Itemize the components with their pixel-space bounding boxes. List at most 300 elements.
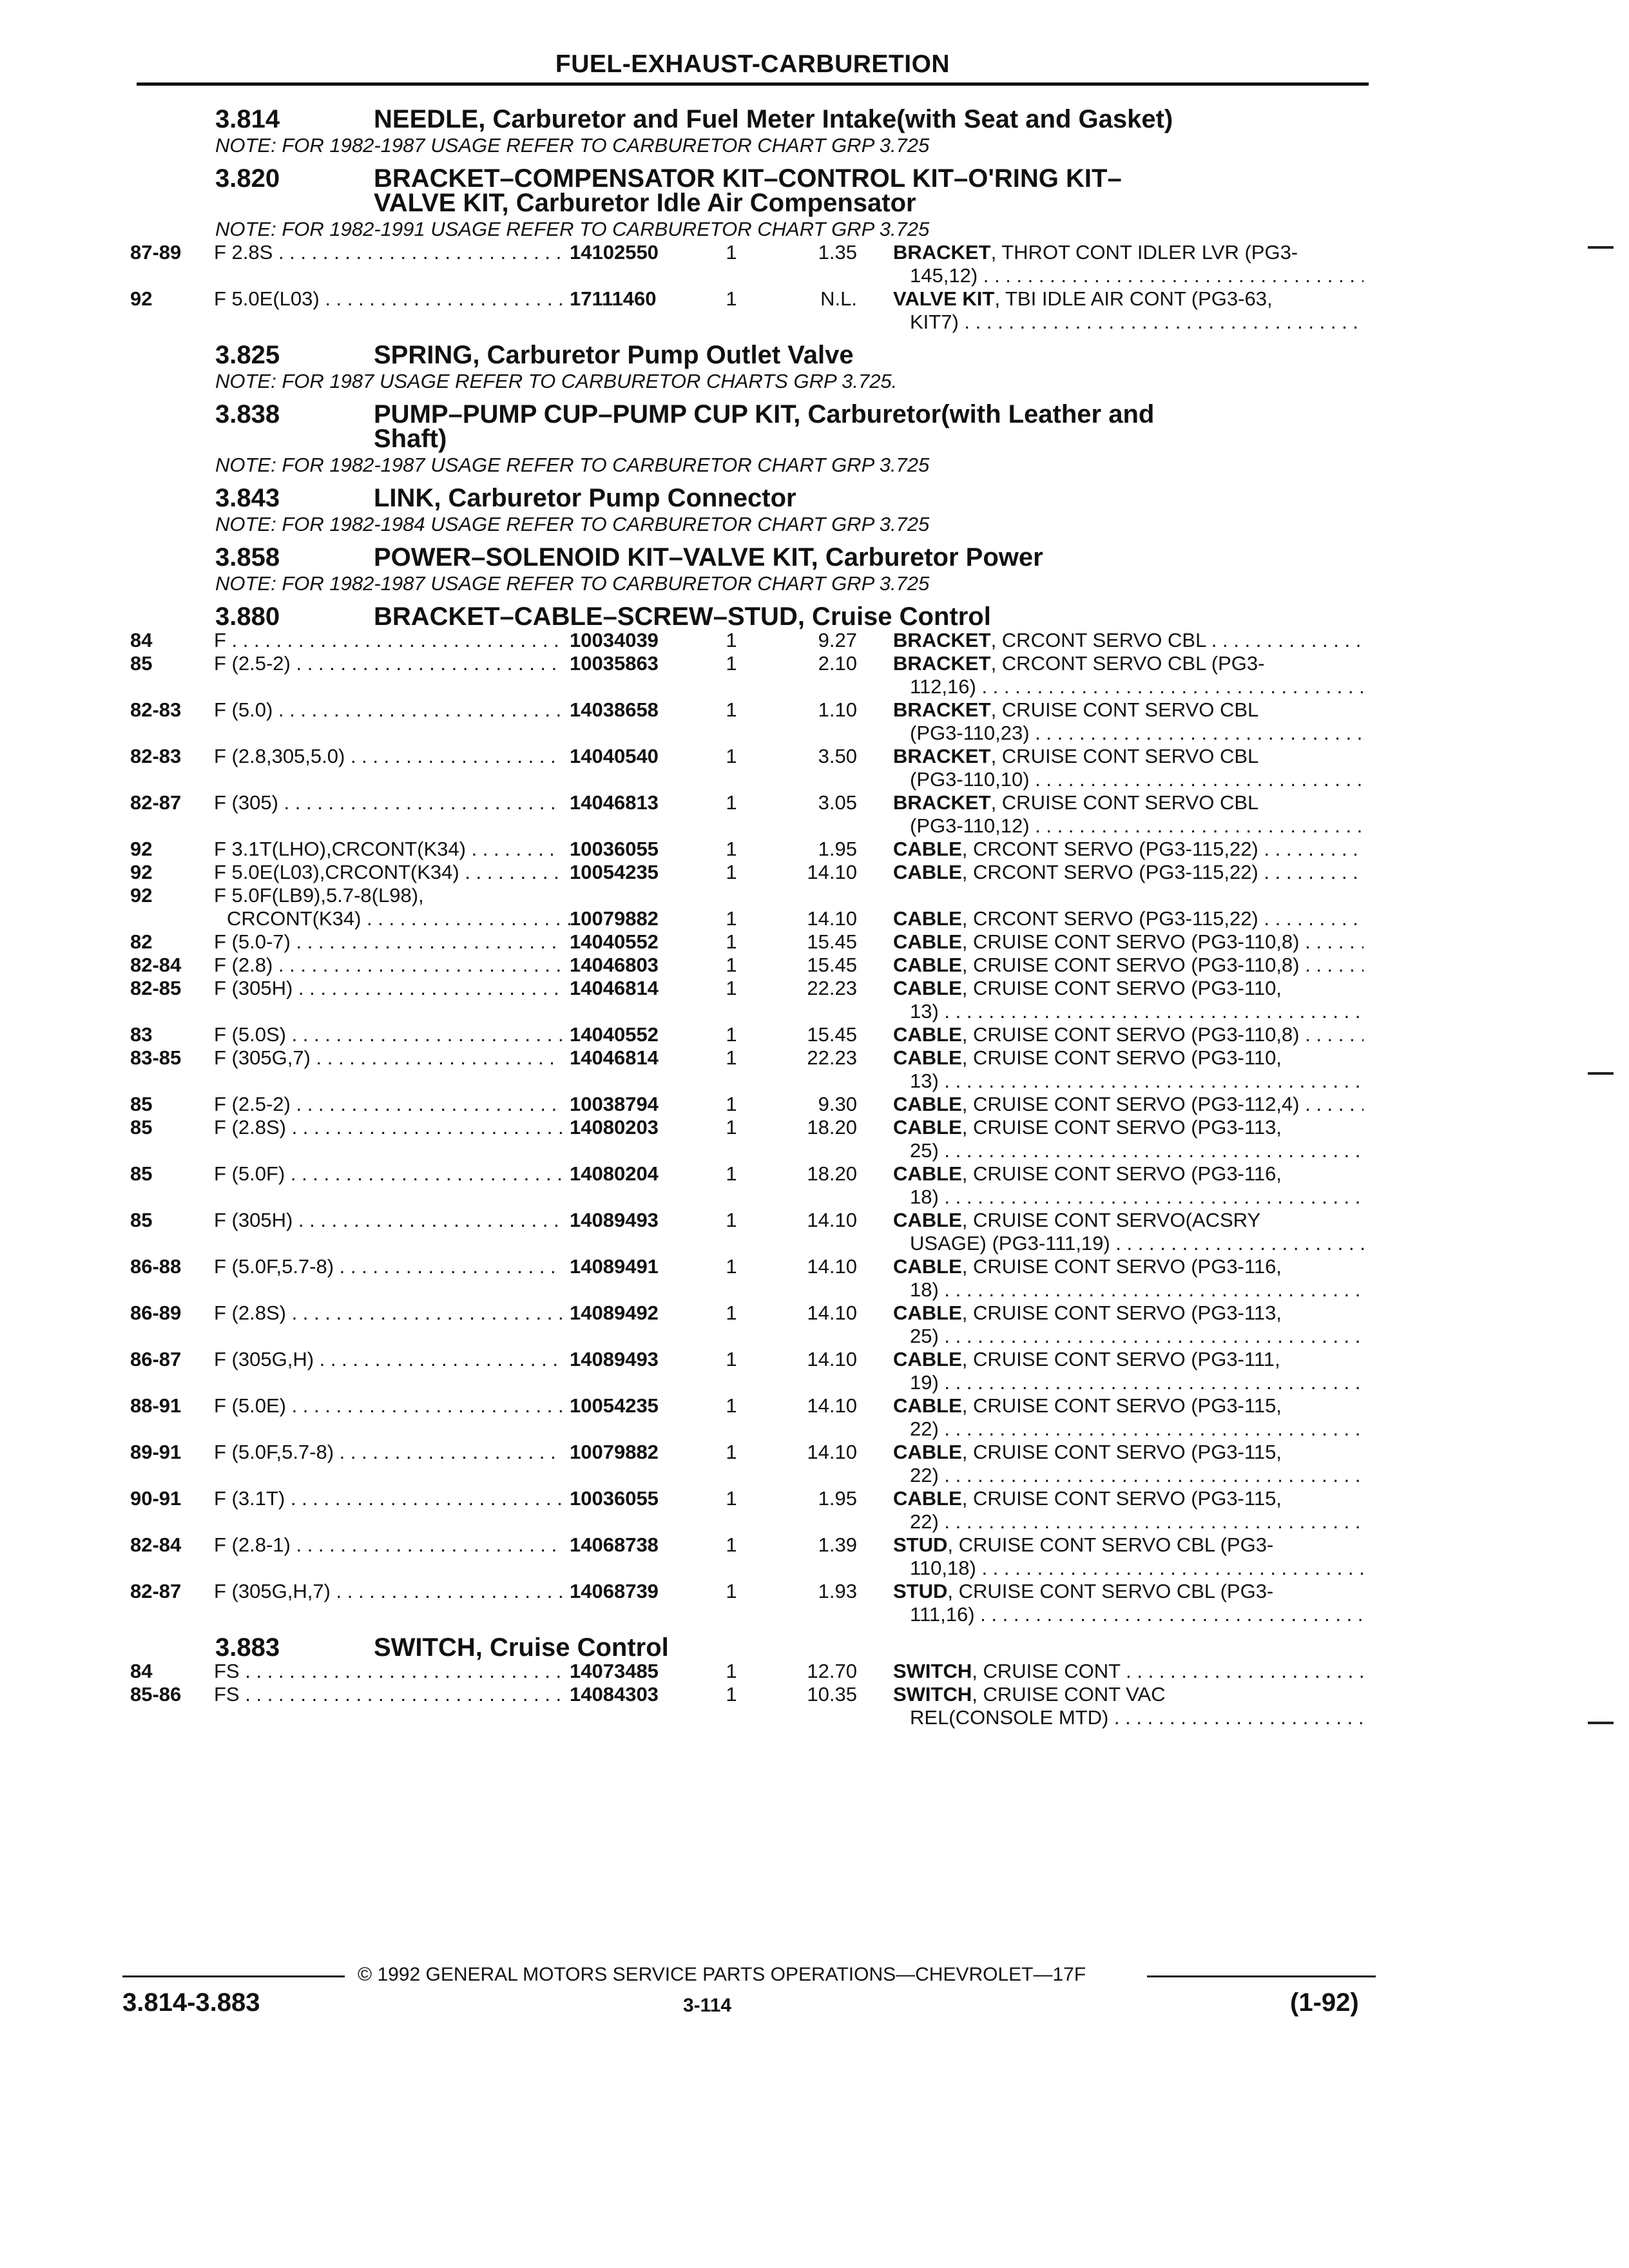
application: F (2.5-2) . . .	[214, 652, 562, 675]
description-line	[893, 745, 1364, 768]
description-line	[893, 1023, 1364, 1046]
quantity: 1	[726, 1441, 737, 1463]
part-number: 14102550	[570, 241, 659, 264]
description-line	[893, 954, 1364, 977]
section-number: 3.843	[215, 484, 280, 512]
part-row	[122, 1660, 1379, 1683]
quantity: 1	[726, 1394, 737, 1417]
model-years: 85	[130, 1093, 153, 1115]
part-row	[122, 861, 1379, 884]
description-type: CABLE	[893, 1046, 962, 1069]
application: F (2.8) . . .	[214, 954, 562, 977]
model-years: 82-83	[130, 745, 182, 767]
description-line	[893, 264, 1364, 287]
price: 14.10	[807, 1348, 857, 1370]
description-type: CABLE	[893, 1348, 962, 1370]
part-description	[893, 1487, 1364, 1533]
section-heading	[122, 486, 1379, 510]
application: F (5.0F) . . .	[214, 1162, 562, 1186]
part-description	[893, 745, 1364, 791]
description-line	[893, 907, 1364, 930]
model-years: 86-89	[130, 1302, 182, 1324]
section-note: NOTE: FOR 1982-1984 USAGE REFER TO CARBURETOR CHART GRP 3.725	[215, 513, 930, 535]
part-description	[893, 1533, 1364, 1580]
description-line	[893, 1302, 1364, 1325]
description-type: CABLE	[893, 1487, 962, 1510]
description-type: CABLE	[893, 907, 962, 930]
part-number: 14040552	[570, 930, 659, 953]
model-years: 82	[130, 930, 153, 953]
application: F (3.1T) . . .	[214, 1487, 562, 1510]
application: F (305G,H,7) . . .	[214, 1580, 562, 1603]
application: F (305G,H) . . .	[214, 1348, 562, 1371]
footer-section-range: 3.814-3.883	[122, 1988, 260, 2017]
description-line	[893, 241, 1364, 264]
description-type: CABLE	[893, 977, 962, 999]
quantity: 1	[726, 1660, 737, 1682]
model-years: 89-91	[130, 1441, 182, 1463]
price: 15.45	[807, 930, 857, 953]
description-text: , CRUISE CONT	[972, 1660, 1121, 1682]
section-note: NOTE: FOR 1982-1987 USAGE REFER TO CARBURETOR CHART GRP 3.725	[215, 454, 930, 476]
description-line	[893, 311, 1364, 334]
description-text: , CRUISE CONT SERVO (PG3-116,	[961, 1255, 1282, 1278]
price: 1.95	[818, 1487, 857, 1510]
price: 14.10	[807, 1394, 857, 1417]
section-heading	[122, 604, 1379, 629]
description-type: CABLE	[893, 1394, 962, 1417]
part-description	[893, 1209, 1364, 1255]
application: F (5.0S) . . .	[214, 1023, 562, 1046]
part-description	[893, 1348, 1364, 1394]
part-number: 14089493	[570, 1348, 659, 1370]
description-text: 110,18)	[910, 1557, 976, 1579]
model-years: 85	[130, 1116, 153, 1139]
description-line	[893, 1371, 1364, 1394]
description-line	[893, 1533, 1364, 1557]
part-row	[122, 1683, 1379, 1729]
part-description	[893, 1394, 1364, 1441]
description-text: , CRUISE CONT SERVO CBL (PG3-	[947, 1580, 1274, 1602]
application: F 5.0E(L03),CRCONT(K34) . . .	[214, 861, 562, 884]
part-row	[122, 1533, 1379, 1580]
price: 18.20	[807, 1162, 857, 1185]
application: F (305H) . . .	[214, 1209, 562, 1232]
model-years: 82-83	[130, 698, 182, 721]
margin-mark	[1588, 246, 1614, 249]
description-line	[893, 1232, 1364, 1255]
part-row	[122, 652, 1379, 698]
description-type: CABLE	[893, 1302, 962, 1324]
quantity: 1	[726, 954, 737, 976]
description-text: , CRCONT SERVO (PG3-115,22)	[961, 838, 1258, 860]
part-row	[122, 1162, 1379, 1209]
section-number: 3.820	[215, 164, 280, 193]
description-text: , CRUISE CONT SERVO CBL	[990, 745, 1259, 767]
part-description	[893, 629, 1364, 652]
section-title-line: SPRING, Carburetor Pump Outlet Valve	[374, 341, 854, 369]
model-years: 82-87	[130, 1580, 182, 1602]
description-text: , CRUISE CONT SERVO (PG3-110,8)	[961, 1023, 1300, 1046]
description-text: 13)	[910, 1000, 939, 1023]
price: 14.10	[807, 1302, 857, 1324]
page-header	[137, 48, 1369, 86]
application: F (5.0F,5.7-8) . . .	[214, 1441, 562, 1464]
description-text: (PG3-110,23)	[910, 722, 1030, 744]
parts-catalog-body	[122, 98, 1379, 1729]
part-number: 14089491	[570, 1255, 659, 1278]
description-line	[893, 722, 1364, 745]
description-line	[893, 1116, 1364, 1139]
price: 18.20	[807, 1116, 857, 1139]
part-number: 10036055	[570, 1487, 659, 1510]
description-line	[893, 977, 1364, 1000]
footer-page-number: 3-114	[683, 1995, 732, 2016]
model-years: 92	[130, 884, 153, 907]
quantity: 1	[726, 241, 737, 264]
description-line	[893, 768, 1364, 791]
application: F (2.8,305,5.0) . . .	[214, 745, 562, 768]
part-number: 10036055	[570, 838, 659, 860]
description-text: , CRCONT SERVO CBL	[990, 629, 1206, 651]
description-text: , CRUISE CONT SERVO(ACSRY	[961, 1209, 1261, 1231]
description-text: 25)	[910, 1325, 939, 1347]
quantity: 1	[726, 1487, 737, 1510]
description-line	[893, 698, 1364, 722]
part-row	[122, 838, 1379, 861]
quantity: 1	[726, 698, 737, 721]
section-title-line: VALVE KIT, Carburetor Idle Air Compensator	[374, 189, 916, 217]
application: F (2.8S) . . .	[214, 1302, 562, 1325]
description-line	[893, 1255, 1364, 1278]
section-number: 3.883	[215, 1633, 280, 1662]
model-years: 86-87	[130, 1348, 182, 1370]
section-note: NOTE: FOR 1982-1987 USAGE REFER TO CARBURETOR CHART GRP 3.725	[215, 572, 930, 595]
description-type: SWITCH	[893, 1660, 972, 1682]
model-years: 86-88	[130, 1255, 182, 1278]
price: 3.50	[818, 745, 857, 767]
description-text: 18)	[910, 1278, 939, 1301]
section-heading	[122, 166, 1379, 215]
quantity: 1	[726, 977, 737, 999]
description-type: STUD	[893, 1533, 948, 1556]
quantity: 1	[726, 1209, 737, 1231]
quantity: 1	[726, 907, 737, 930]
part-number: 10054235	[570, 861, 659, 883]
model-years: 87-89	[130, 241, 182, 264]
application: F (5.0) . . .	[214, 698, 562, 722]
application: F (5.0E) . . .	[214, 1394, 562, 1418]
quantity: 1	[726, 861, 737, 883]
model-years: 82-87	[130, 791, 182, 814]
part-number: 10035863	[570, 652, 659, 675]
part-row	[122, 930, 1379, 954]
description-line	[893, 1660, 1364, 1683]
part-description	[893, 838, 1364, 861]
description-text: , CRCONT SERVO (PG3-115,22)	[961, 861, 1258, 883]
part-row	[122, 1441, 1379, 1487]
part-row	[122, 1209, 1379, 1255]
part-number: 14068739	[570, 1580, 659, 1602]
description-type: BRACKET	[893, 791, 991, 814]
price: 3.05	[818, 791, 857, 814]
description-line	[893, 1557, 1364, 1580]
description-type: SWITCH	[893, 1683, 972, 1706]
part-row	[122, 1487, 1379, 1533]
model-years: 83-85	[130, 1046, 182, 1069]
part-row	[122, 954, 1379, 977]
quantity: 1	[726, 1093, 737, 1115]
section-number: 3.838	[215, 400, 280, 428]
price: 14.10	[807, 1209, 857, 1231]
model-years: 85-86	[130, 1683, 182, 1706]
part-number: 10079882	[570, 907, 659, 930]
description-text: , CRUISE CONT SERVO CBL	[990, 791, 1259, 814]
description-line	[893, 1683, 1364, 1706]
part-row	[122, 241, 1379, 287]
description-line	[893, 1580, 1364, 1603]
part-number: 14046814	[570, 1046, 659, 1069]
section-title-line: BRACKET–COMPENSATOR KIT–CONTROL KIT–O'RING KIT–	[374, 164, 1122, 193]
price: 15.45	[807, 1023, 857, 1046]
description-text: , CRUISE CONT SERVO (PG3-113,	[961, 1302, 1282, 1324]
part-description	[893, 977, 1364, 1023]
price: 14.10	[807, 907, 857, 930]
description-line	[893, 1487, 1364, 1510]
part-row	[122, 791, 1379, 838]
part-number: 14046814	[570, 977, 659, 999]
application: FS . . .	[214, 1683, 562, 1706]
quantity: 1	[726, 287, 737, 310]
part-row	[122, 884, 1379, 930]
price: 1.35	[818, 241, 857, 264]
description-line	[893, 287, 1364, 311]
part-number: 14040540	[570, 745, 659, 767]
section-heading	[122, 545, 1379, 570]
model-years: 83	[130, 1023, 153, 1046]
description-type: CABLE	[893, 861, 962, 883]
part-number: 14040552	[570, 1023, 659, 1046]
description-text: , CRUISE CONT SERVO (PG3-113,	[961, 1116, 1282, 1139]
part-description	[893, 1116, 1364, 1162]
part-row	[122, 1394, 1379, 1441]
quantity: 1	[726, 1255, 737, 1278]
application: F (2.5-2) . . .	[214, 1093, 562, 1116]
section-title-line: PUMP–PUMP CUP–PUMP CUP KIT, Carburetor(with Leather and	[374, 400, 1155, 428]
description-type: BRACKET	[893, 241, 991, 264]
part-number: 10054235	[570, 1394, 659, 1417]
description-line	[893, 1278, 1364, 1302]
description-type: STUD	[893, 1580, 948, 1602]
part-number: 14038658	[570, 698, 659, 721]
part-description	[893, 1046, 1364, 1093]
description-line	[893, 1000, 1364, 1023]
quantity: 1	[726, 838, 737, 860]
part-row	[122, 1255, 1379, 1302]
description-text: , CRUISE CONT SERVO (PG3-110,	[961, 977, 1282, 999]
part-row	[122, 1046, 1379, 1093]
price: 9.30	[818, 1093, 857, 1115]
section-note: NOTE: FOR 1987 USAGE REFER TO CARBURETOR CHARTS GRP 3.725.	[215, 370, 898, 392]
description-text: , THROT CONT IDLER LVR (PG3-	[990, 241, 1298, 264]
description-type: CABLE	[893, 1209, 962, 1231]
price: 12.70	[807, 1660, 857, 1682]
description-line	[893, 1394, 1364, 1418]
section-heading	[122, 343, 1379, 367]
part-row	[122, 1093, 1379, 1116]
application: F (305H) . . .	[214, 977, 562, 1000]
section-title-line: NEEDLE, Carburetor and Fuel Meter Intake(with Seat and Gasket)	[374, 105, 1173, 133]
part-description	[893, 1580, 1364, 1626]
price: 1.93	[818, 1580, 857, 1602]
part-number: 14046803	[570, 954, 659, 976]
description-text: 13)	[910, 1070, 939, 1092]
quantity: 1	[726, 652, 737, 675]
footer-copyright: © 1992 GENERAL MOTORS SERVICE PARTS OPERATIONS—CHEVROLET—17F	[358, 1964, 1086, 1985]
part-row	[122, 1302, 1379, 1348]
description-text: , CRUISE CONT SERVO CBL (PG3-	[947, 1533, 1274, 1556]
description-text: 22)	[910, 1418, 939, 1440]
part-number: 14046813	[570, 791, 659, 814]
description-text: 112,16)	[910, 675, 976, 698]
description-text: , CRUISE CONT SERVO (PG3-110,	[961, 1046, 1282, 1069]
description-line	[893, 1706, 1364, 1729]
quantity: 1	[726, 1162, 737, 1185]
description-line	[893, 1046, 1364, 1070]
part-description	[893, 1162, 1364, 1209]
price: 22.23	[807, 1046, 857, 1069]
price: 15.45	[807, 954, 857, 976]
part-description	[893, 241, 1364, 287]
description-text: (PG3-110,10)	[910, 768, 1030, 791]
price: 9.27	[818, 629, 857, 651]
description-line	[893, 1348, 1364, 1371]
description-type: CABLE	[893, 930, 962, 953]
price: 1.95	[818, 838, 857, 860]
part-row	[122, 1116, 1379, 1162]
section-number: 3.858	[215, 543, 280, 572]
model-years: 90-91	[130, 1487, 182, 1510]
description-type: CABLE	[893, 1441, 962, 1463]
part-row	[122, 1348, 1379, 1394]
model-years: 92	[130, 861, 153, 883]
description-type: CABLE	[893, 954, 962, 976]
part-description	[893, 791, 1364, 838]
model-years: 84	[130, 629, 153, 651]
section-note: NOTE: FOR 1982-1991 USAGE REFER TO CARBURETOR CHART GRP 3.725	[215, 218, 930, 240]
model-years: 92	[130, 287, 153, 310]
description-line	[893, 629, 1364, 652]
section-title-line: LINK, Carburetor Pump Connector	[374, 484, 796, 512]
description-line	[893, 791, 1364, 814]
part-number: 10079882	[570, 1441, 659, 1463]
description-line	[893, 861, 1364, 884]
part-row	[122, 1580, 1379, 1626]
application: F (2.8S) . . .	[214, 1116, 562, 1139]
part-description	[893, 954, 1364, 977]
model-years: 85	[130, 1209, 153, 1231]
quantity: 1	[726, 1023, 737, 1046]
model-years: 85	[130, 1162, 153, 1185]
section-title-line: POWER–SOLENOID KIT–VALVE KIT, Carburetor Power	[374, 543, 1043, 572]
part-description	[893, 1441, 1364, 1487]
description-text: 19)	[910, 1371, 939, 1394]
section-title-line: BRACKET–CABLE–SCREW–STUD, Cruise Control	[374, 602, 991, 631]
description-line	[893, 1093, 1364, 1116]
margin-mark	[1588, 1722, 1614, 1724]
application: FS . . .	[214, 1660, 562, 1683]
section-heading	[122, 107, 1379, 131]
description-line	[893, 930, 1364, 954]
application: F (305G,7) . . .	[214, 1046, 562, 1070]
application: F (5.0F,5.7-8) . . .	[214, 1255, 562, 1278]
description-line	[893, 675, 1364, 698]
part-number: 14089493	[570, 1209, 659, 1231]
description-line	[893, 1325, 1364, 1348]
price: 14.10	[807, 1441, 857, 1463]
application: F (305) . . .	[214, 791, 562, 814]
description-line	[893, 838, 1364, 861]
part-description	[893, 861, 1364, 884]
section-title-line: Shaft)	[374, 425, 447, 453]
footer-rule	[122, 1975, 345, 1977]
description-type: BRACKET	[893, 745, 991, 767]
quantity: 1	[726, 1683, 737, 1706]
part-number: 14084303	[570, 1683, 659, 1706]
section-title-line: SWITCH, Cruise Control	[374, 1633, 669, 1662]
footer-rule	[1147, 1975, 1376, 1977]
part-row	[122, 745, 1379, 791]
part-number: 10038794	[570, 1093, 659, 1115]
page-title: FUEL-EXHAUST-CARBURETION	[555, 50, 950, 78]
description-line	[893, 1418, 1364, 1441]
description-text: , CRUISE CONT SERVO (PG3-116,	[961, 1162, 1282, 1185]
part-number: 14073485	[570, 1660, 659, 1682]
part-row	[122, 629, 1379, 652]
description-line	[893, 1441, 1364, 1464]
description-line	[893, 1139, 1364, 1162]
description-text: , CRUISE CONT SERVO (PG3-111,	[961, 1348, 1280, 1370]
description-text: , CRUISE CONT SERVO (PG3-115,	[961, 1487, 1282, 1510]
description-text: , CRUISE CONT SERVO (PG3-115,	[961, 1441, 1282, 1463]
part-description	[893, 698, 1364, 745]
model-years: 85	[130, 652, 153, 675]
application: F . . .	[214, 629, 562, 652]
part-row	[122, 698, 1379, 745]
quantity: 1	[726, 1046, 737, 1069]
price: N.L.	[820, 287, 857, 310]
section-note: NOTE: FOR 1982-1987 USAGE REFER TO CARBURETOR CHART GRP 3.725	[215, 134, 930, 157]
description-line	[893, 814, 1364, 838]
part-number: 14068738	[570, 1533, 659, 1556]
part-description	[893, 1023, 1364, 1046]
description-type: CABLE	[893, 838, 962, 860]
description-text: , CRUISE CONT SERVO (PG3-110,8)	[961, 930, 1300, 953]
quantity: 1	[726, 930, 737, 953]
price: 10.35	[807, 1683, 857, 1706]
margin-mark	[1588, 1072, 1614, 1075]
section-number: 3.825	[215, 341, 280, 369]
description-text: KIT7)	[910, 311, 959, 333]
model-years: 82-84	[130, 954, 182, 976]
description-text: 111,16)	[910, 1603, 975, 1626]
part-description	[893, 1255, 1364, 1302]
application: F (2.8-1) . . .	[214, 1533, 562, 1557]
description-text: , TBI IDLE AIR CONT (PG3-63,	[994, 287, 1273, 310]
description-text: , CRUISE CONT SERVO (PG3-112,4)	[961, 1093, 1300, 1115]
description-text: 22)	[910, 1464, 939, 1486]
section-number: 3.814	[215, 105, 280, 133]
